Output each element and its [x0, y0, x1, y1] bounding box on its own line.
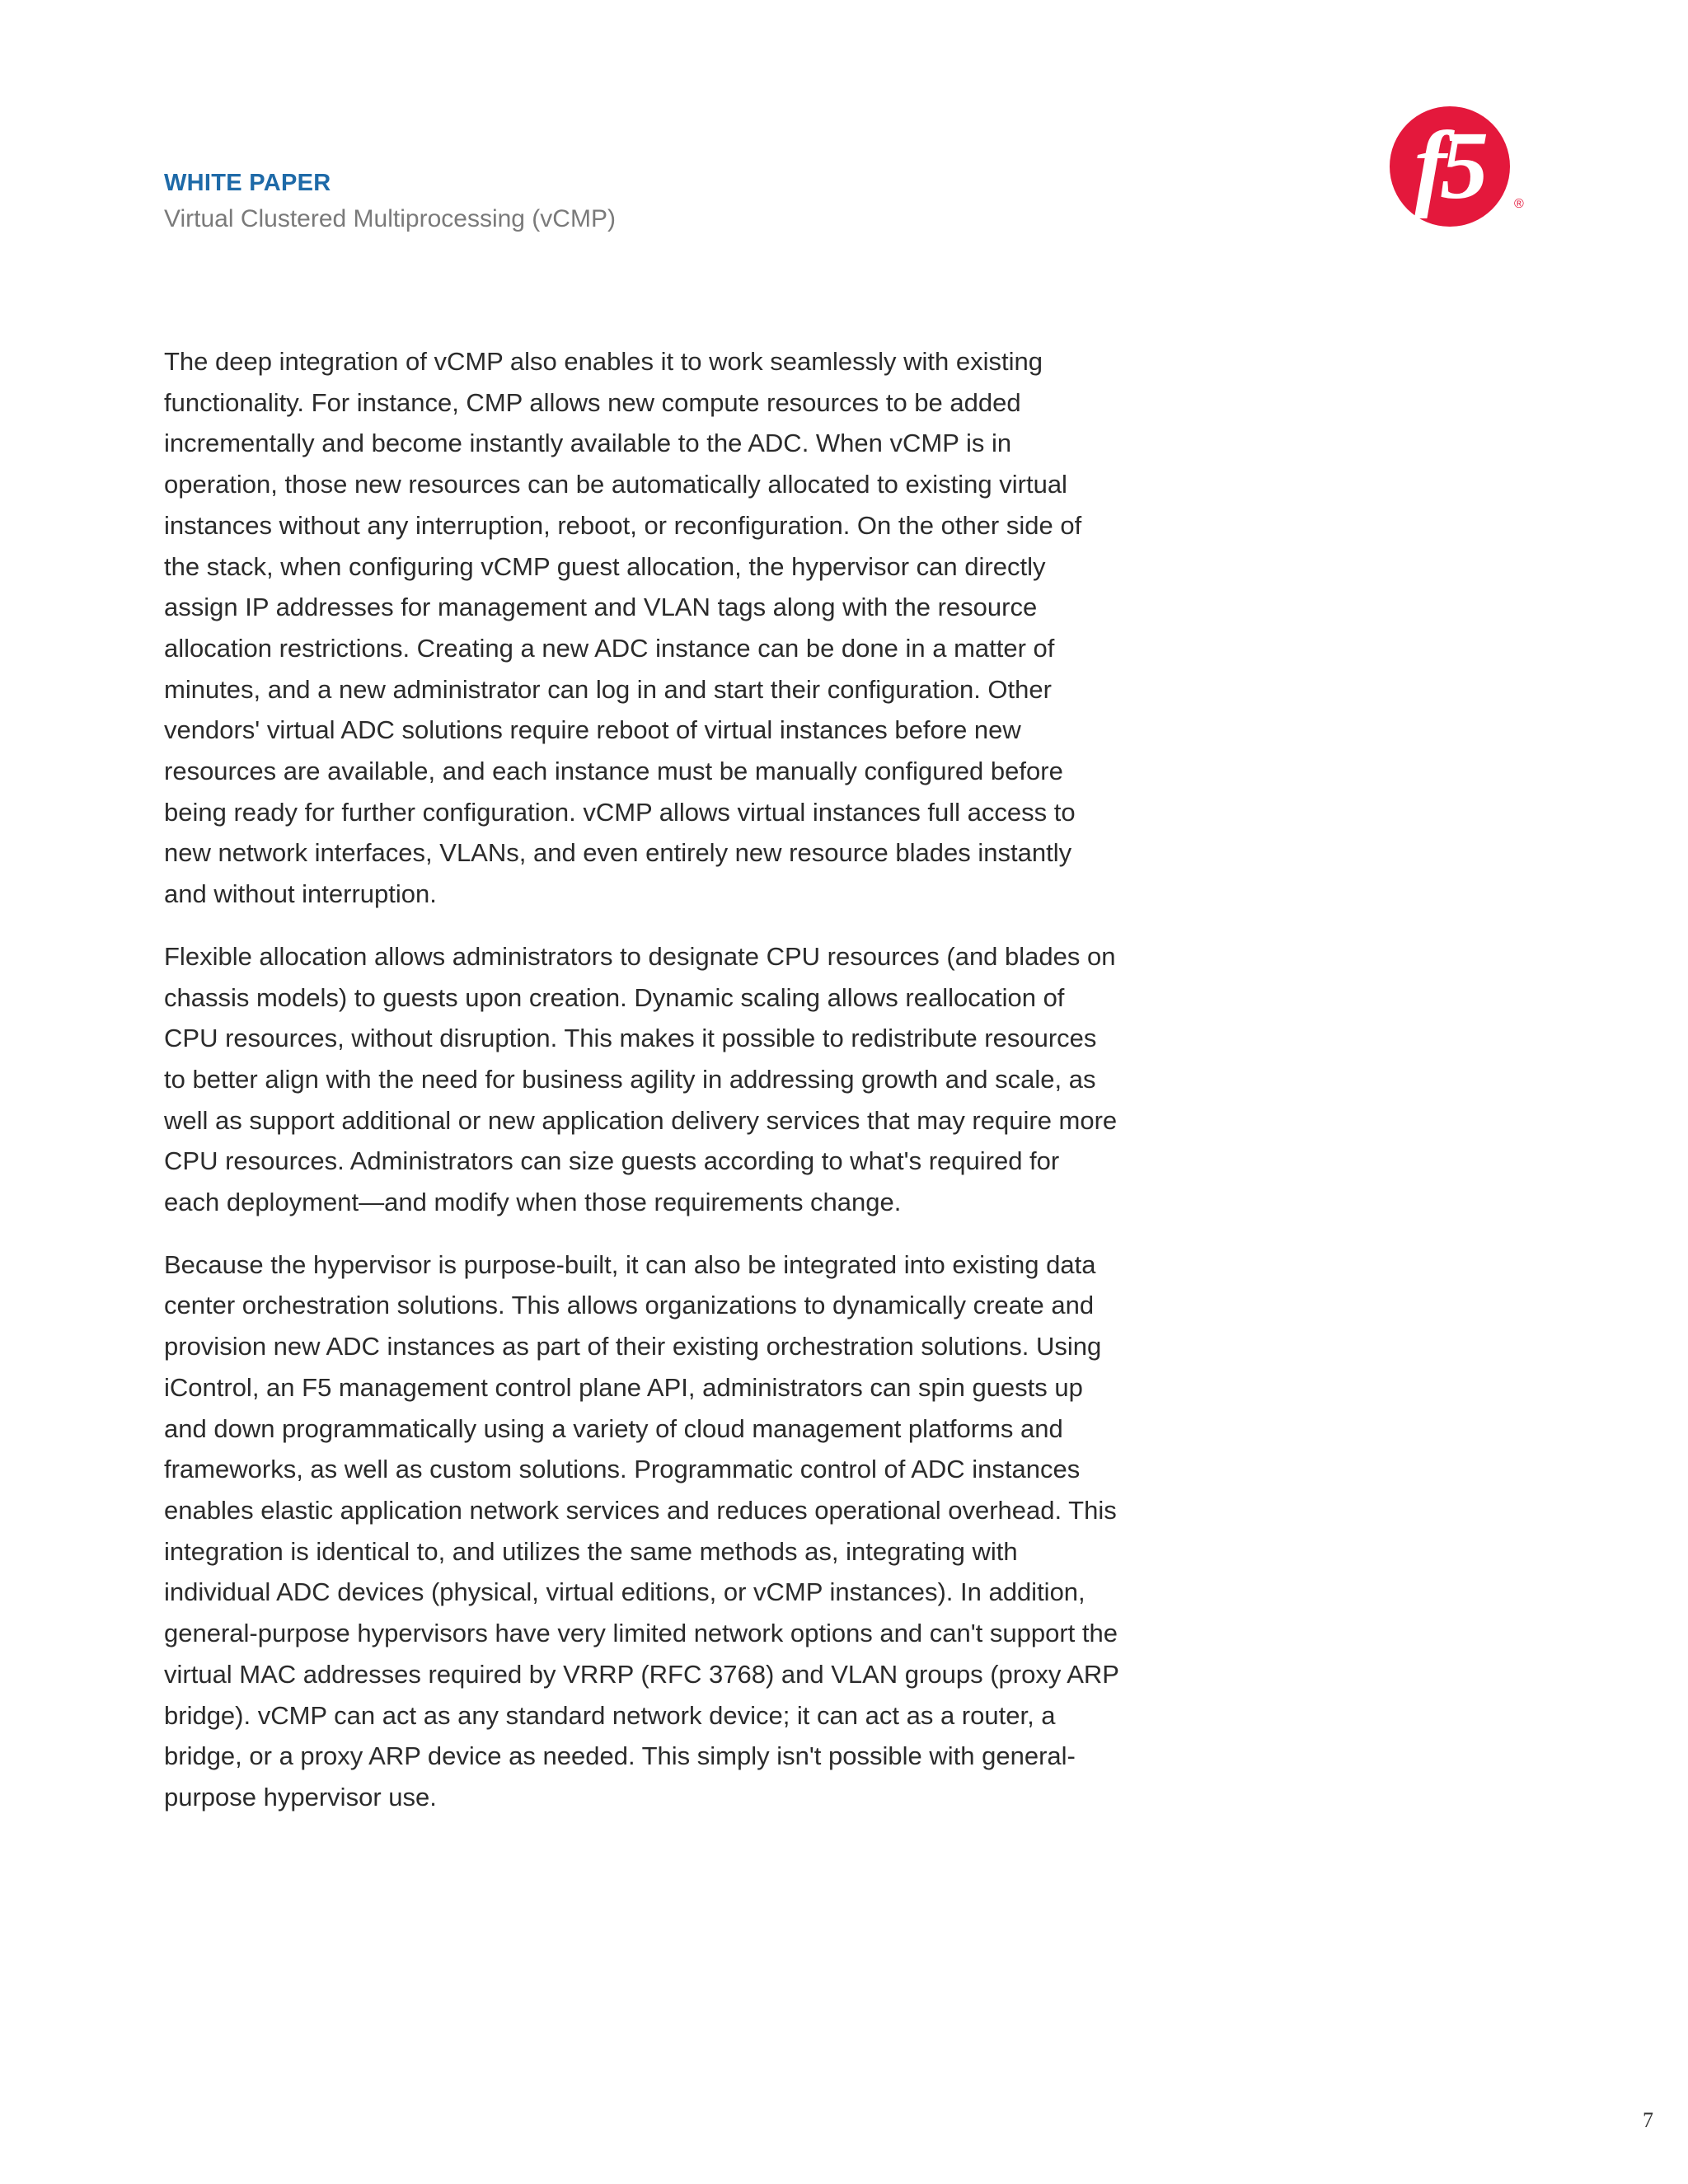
paragraph-2: Flexible allocation allows administrators to designate CPU resources (and blades on chassis models) to guests upon creation. Dynamic scaling allows reallocation of CPU resources, without disruption. This makes it possible to redistribute resources to better align with the need for business agility in addressing growth and scale, as well as support additional or new application delivery services that may require more CPU resources. Administrators can size guests according to what's required for each deployment—and modify when those requirements change. — [164, 941, 1118, 1217]
registered-mark: ® — [1514, 197, 1524, 211]
paragraph-1: The deep integration of vCMP also enables it to work seamlessly with existing functionality. For instance, CMP allows new compute resources to be added incrementally and become instantly available to the ADC. When vCMP is in operation, those new resources can be automatically allocated to existing virtual instances without any interruption, reboot, or reconfiguration. On the other side of the stack, when configuring vCMP guest allocation, the hypervisor can directly assign IP addresses for management and VLAN tags along with the resource allocation restrictions. Creating a new ADC instance can be done in a matter of minutes, and a new administrator can log in and start their configuration. Other vendors' virtual ADC solutions require reboot of virtual instances before new resources are available, and each instance must be manually configured before being ready for further configuration. vCMP allows virtual instances full access to new network interfaces, VLANs, and even entirely new resource blades instantly and without interruption. — [164, 347, 1082, 909]
body-text — [164, 341, 1120, 1840]
f5-logo — [1389, 105, 1525, 229]
paragraph-3: Because the hypervisor is purpose-built, it can also be integrated into existing data center orchestration solutions. This allows organizations to dynamically create and provision new ADC instances as part of their existing orchestration solutions. Using iControl, an F5 management control plane API, administrators can spin guests up and down programmatically using a variety of cloud management platforms and frameworks, as well as custom solutions. Programmatic control of ADC instances enables elastic application network services and reduces operational overhead. This integration is identical to, and utilizes the same methods as, integrating with individual ADC devices (physical, virtual editions, or vCMP instances). In addition, general-purpose hypervisors have very limited network options and can't support the virtual MAC addresses required by VRRP (RFC 3768) and VLAN groups (proxy ARP bridge). vCMP can act as any standard network device; it can act as a router, a bridge, or a proxy ARP device as needed. This simply isn't possible with general-purpose hypervisor use. — [164, 1249, 1119, 1811]
document-type-label: WHITE PAPER — [164, 170, 331, 196]
f5-logo-text: f5 — [1414, 111, 1483, 219]
document-header — [164, 165, 616, 237]
document-subtitle: Virtual Clustered Multiprocessing (vCMP) — [164, 205, 616, 232]
page-number: 7 — [1643, 2108, 1653, 2132]
